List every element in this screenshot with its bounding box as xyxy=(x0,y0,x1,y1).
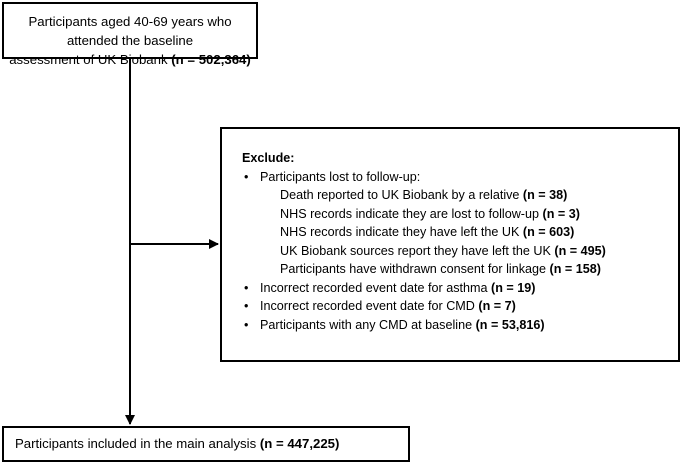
bullet-dot: • xyxy=(244,299,249,313)
lost-to-follow-up-heading: Participants lost to follow-up: xyxy=(260,169,421,184)
sub-item-text: NHS records indicate they have left the UK xyxy=(280,225,523,239)
sub-item-count: (n = 38) xyxy=(522,188,568,202)
main-analysis-count: (n = 447,225) xyxy=(259,436,340,451)
lost-to-follow-up-item xyxy=(242,168,678,187)
bullet-item-text: Participants with any CMD at baseline xyxy=(260,317,476,332)
exclusion-box xyxy=(220,127,680,362)
bullet-item-count: (n = 53,816) xyxy=(475,317,545,332)
baseline-line-2 xyxy=(4,50,256,69)
sub-item-text: Participants have withdrawn consent for linkage xyxy=(280,262,550,276)
sub-item-count: (n = 603) xyxy=(522,225,575,239)
bullet-item-count: (n = 19) xyxy=(491,280,536,295)
baseline-count: (n = 502,364) xyxy=(171,52,251,67)
bullet-item-text: Incorrect recorded event date for asthma xyxy=(260,280,492,295)
sub-item xyxy=(242,186,678,205)
sub-item-count: (n = 158) xyxy=(549,262,601,276)
baseline-participants-box xyxy=(2,2,258,67)
baseline-line-2-text: assessment of UK Biobank xyxy=(9,52,172,67)
sub-item xyxy=(242,242,678,261)
bullet-dot: • xyxy=(244,280,249,295)
baseline-line-1: Participants aged 40-69 years who attended the baseline xyxy=(28,14,232,48)
sub-item xyxy=(242,205,678,224)
main-analysis-box xyxy=(2,426,410,462)
bullet-item-text: Incorrect recorded event date for CMD xyxy=(260,299,479,313)
sub-item xyxy=(242,223,678,242)
main-analysis-text: Participants included in the main analysis xyxy=(15,436,260,451)
sub-item-text: NHS records indicate they are lost to follow-up xyxy=(280,206,543,221)
bullet-dot: • xyxy=(244,317,249,332)
exclusion-bullet-item xyxy=(242,279,678,298)
sub-item-text: Death reported to UK Biobank by a relative xyxy=(280,188,523,202)
bullet-dot: • xyxy=(244,169,249,184)
sub-item-count: (n = 495) xyxy=(554,243,606,258)
exclusion-bullet-item xyxy=(242,316,678,335)
exclusion-bullet-item xyxy=(242,297,678,316)
sub-item-count: (n = 3) xyxy=(542,206,580,221)
exclude-title: Exclude: xyxy=(242,151,295,165)
bullet-item-count: (n = 7) xyxy=(478,299,516,313)
sub-item xyxy=(242,260,678,279)
sub-item-text: UK Biobank sources report they have left the UK xyxy=(280,243,555,258)
